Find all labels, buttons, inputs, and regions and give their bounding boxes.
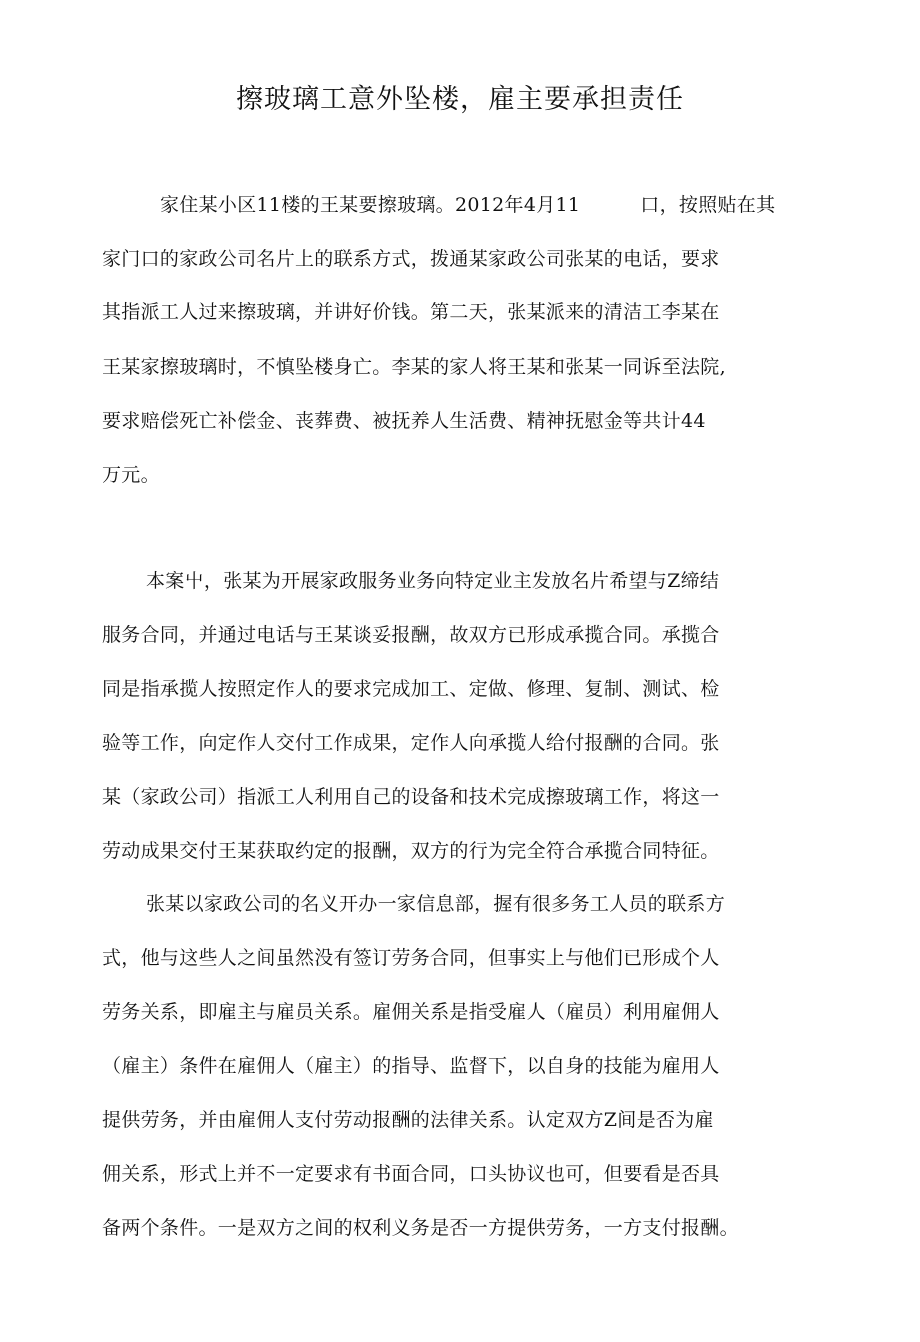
paragraph-2-line: 劳动成果交付王某获取约定的报酬，双方的行为完全符合承揽合同特征。 [102,840,720,862]
paragraph-2-line: 某（家政公司）指派工人利用自己的设备和技术完成擦玻璃工作，将这一 [102,786,720,808]
paragraph-3-line: 式，他与这些人之间虽然没有签订劳务合同，但事实上与他们已形成个人 [102,947,720,969]
paragraph-3-line: 备两个条件。一是双方之间的权利义务是否一方提供劳务，一方支付报酬。 [102,1217,739,1239]
paragraph-3-line: 张某以家政公司的名义开办一家信息部，握有很多务工人员的联系方 [146,893,726,915]
paragraph-1-line: 其指派工人过来擦玻璃，并讲好价钱。第二天，张某派来的清洁工李某在 [102,301,720,323]
paragraph-1-line-1 [160,190,775,220]
paragraph-1-line: 万元。 [102,464,160,486]
paragraph-1-line: 王某家擦玻璃时，不慎坠楼身亡。李某的家人将王某和张某一同诉至法院, [102,356,726,378]
paragraph-2-line: 同是指承揽人按照定作人的要求完成加工、定做、修理、复制、测试、检 [102,678,720,700]
paragraph-3-line: （雇主）条件在雇佣人（雇主）的指导、监督下，以自身的技能为雇用人 [102,1055,720,1077]
document-title: 擦玻璃工意外坠楼，雇主要承担责任 [236,84,684,115]
paragraph-1-line: 家门口的家政公司名片上的联系方式，拨通某家政公司张某的电话，要求 [102,248,720,270]
paragraph-1-line-1-part-2: 口，按照贴在其 [640,194,776,216]
paragraph-2-line: 服务合同，并通过电话与王某谈妥报酬，故双方已形成承揽合同。承揽合 [102,624,720,646]
paragraph-3-line: 提供劳务，并由雇佣人支付劳动报酬的法律关系。认定双方Z间是否为雇 [102,1109,714,1131]
paragraph-2-line: 验等工作，向定作人交付工作成果，定作人向承揽人给付报酬的合同。张 [102,732,720,754]
paragraph-3-line: 劳务关系，即雇主与雇员关系。雇佣关系是指受雇人（雇员）利用雇佣人 [102,1001,720,1023]
paragraph-1-line: 要求赔偿死亡补偿金、丧葬费、被抚养人生活费、精神抚慰金等共计44 [102,410,706,432]
paragraph-3-line: 佣关系，形式上并不一定要求有书面合同，口头协议也可，但要看是否具 [102,1163,720,1185]
paragraph-1-line-1-part-1: 家住某小区11楼的王某要擦玻璃。2012年4月11 [160,194,581,216]
paragraph-2-line: 本案屮，张某为开展家政服务业务向特定业主发放名片希望与Z缔结 [146,570,720,592]
